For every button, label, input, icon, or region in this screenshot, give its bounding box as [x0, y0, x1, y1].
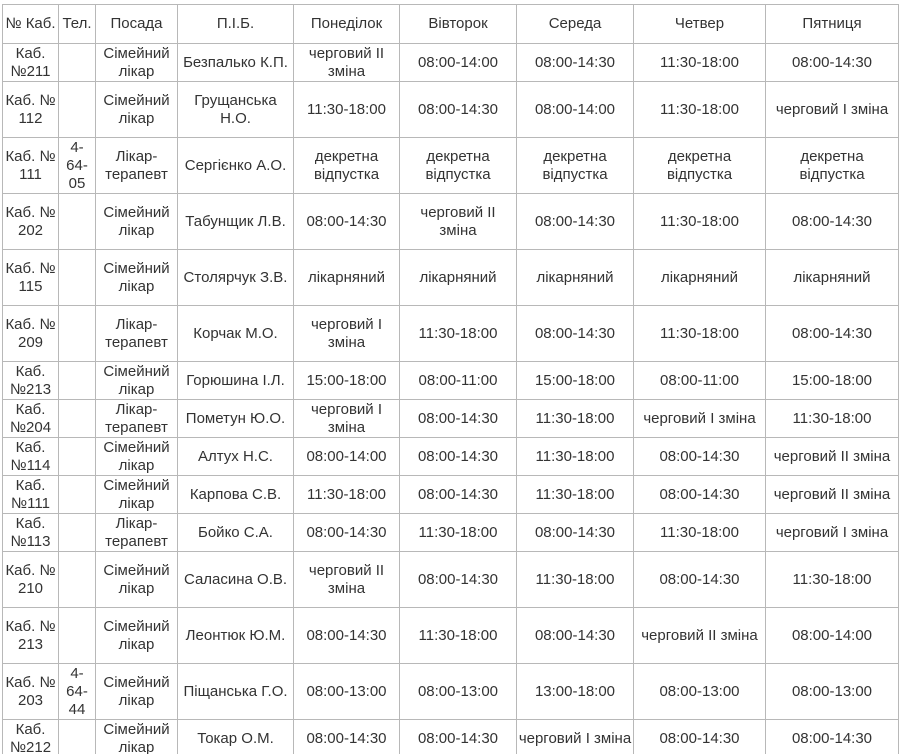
cabinet-cell: Каб. № 111 — [3, 138, 59, 194]
table-row — [3, 608, 899, 664]
position-cell: Сімейний лікар — [96, 82, 178, 138]
header-phone: Тел. — [59, 5, 96, 44]
thursday-cell: 08:00-14:30 — [634, 720, 766, 754]
friday-cell: 15:00-18:00 — [766, 362, 899, 400]
wednesday-cell: черговий І зміна — [517, 720, 634, 754]
phone-cell — [59, 438, 96, 476]
cabinet-cell: Каб. №213 — [3, 362, 59, 400]
position-cell: Сімейний лікар — [96, 476, 178, 514]
position-cell: Сімейний лікар — [96, 664, 178, 720]
tuesday-cell: 11:30-18:00 — [400, 306, 517, 362]
cabinet-cell: Каб. №211 — [3, 44, 59, 82]
phone-cell — [59, 250, 96, 306]
position-cell: Сімейний лікар — [96, 44, 178, 82]
cabinet-cell: Каб. №111 — [3, 476, 59, 514]
wednesday-cell: 15:00-18:00 — [517, 362, 634, 400]
table-row — [3, 44, 899, 82]
cabinet-cell: Каб. № 209 — [3, 306, 59, 362]
cabinet-cell: Каб. №113 — [3, 514, 59, 552]
table-row — [3, 720, 899, 754]
tuesday-cell: 08:00-14:30 — [400, 82, 517, 138]
table-row — [3, 664, 899, 720]
header-name: П.І.Б. — [178, 5, 294, 44]
monday-cell: черговий ІІ зміна — [294, 552, 400, 608]
friday-cell: 11:30-18:00 — [766, 552, 899, 608]
monday-cell: лікарняний — [294, 250, 400, 306]
cabinet-cell: Каб. №204 — [3, 400, 59, 438]
monday-cell: декретна відпустка — [294, 138, 400, 194]
phone-cell: 4-64-44 — [59, 664, 96, 720]
monday-cell: 08:00-14:30 — [294, 608, 400, 664]
tuesday-cell: 08:00-11:00 — [400, 362, 517, 400]
monday-cell: 08:00-14:30 — [294, 514, 400, 552]
header-wednesday: Середа — [517, 5, 634, 44]
tuesday-cell: 11:30-18:00 — [400, 608, 517, 664]
name-cell: Грущанська Н.О. — [178, 82, 294, 138]
name-cell: Сергієнко А.О. — [178, 138, 294, 194]
table-row — [3, 400, 899, 438]
position-cell: Лікар-терапевт — [96, 138, 178, 194]
position-cell: Сімейний лікар — [96, 438, 178, 476]
header-friday: Пятниця — [766, 5, 899, 44]
name-cell: Пометун Ю.О. — [178, 400, 294, 438]
wednesday-cell: 08:00-14:30 — [517, 608, 634, 664]
thursday-cell: 11:30-18:00 — [634, 82, 766, 138]
position-cell: Лікар-терапевт — [96, 306, 178, 362]
wednesday-cell: 11:30-18:00 — [517, 400, 634, 438]
friday-cell: черговий ІІ зміна — [766, 438, 899, 476]
cabinet-cell: Каб. № 210 — [3, 552, 59, 608]
friday-cell: 08:00-14:30 — [766, 306, 899, 362]
monday-cell: 08:00-14:00 — [294, 438, 400, 476]
tuesday-cell: 08:00-14:30 — [400, 552, 517, 608]
monday-cell: 11:30-18:00 — [294, 82, 400, 138]
friday-cell: 11:30-18:00 — [766, 400, 899, 438]
wednesday-cell: 13:00-18:00 — [517, 664, 634, 720]
phone-cell — [59, 362, 96, 400]
tuesday-cell: 08:00-14:30 — [400, 476, 517, 514]
friday-cell: 08:00-13:00 — [766, 664, 899, 720]
schedule-table — [2, 4, 899, 754]
name-cell: Алтух Н.С. — [178, 438, 294, 476]
position-cell: Сімейний лікар — [96, 194, 178, 250]
friday-cell: 08:00-14:30 — [766, 194, 899, 250]
phone-cell — [59, 306, 96, 362]
header-position: Посада — [96, 5, 178, 44]
position-cell: Лікар-терапевт — [96, 514, 178, 552]
header-row — [3, 5, 899, 44]
thursday-cell: 11:30-18:00 — [634, 44, 766, 82]
thursday-cell: декретна відпустка — [634, 138, 766, 194]
phone-cell — [59, 552, 96, 608]
monday-cell: 11:30-18:00 — [294, 476, 400, 514]
monday-cell: 08:00-13:00 — [294, 664, 400, 720]
friday-cell: черговий І зміна — [766, 514, 899, 552]
phone-cell — [59, 44, 96, 82]
cabinet-cell: Каб. № 115 — [3, 250, 59, 306]
phone-cell — [59, 400, 96, 438]
name-cell: Саласина О.В. — [178, 552, 294, 608]
phone-cell — [59, 82, 96, 138]
monday-cell: 08:00-14:30 — [294, 194, 400, 250]
tuesday-cell: 08:00-13:00 — [400, 664, 517, 720]
monday-cell: черговий ІІ зміна — [294, 44, 400, 82]
tuesday-cell: черговий ІІ зміна — [400, 194, 517, 250]
name-cell: Бойко С.А. — [178, 514, 294, 552]
name-cell: Леонтюк Ю.М. — [178, 608, 294, 664]
wednesday-cell: декретна відпустка — [517, 138, 634, 194]
schedule-body — [3, 44, 899, 754]
phone-cell: 4-64-05 — [59, 138, 96, 194]
tuesday-cell: декретна відпустка — [400, 138, 517, 194]
name-cell: Піщанська Г.О. — [178, 664, 294, 720]
position-cell: Сімейний лікар — [96, 362, 178, 400]
tuesday-cell: лікарняний — [400, 250, 517, 306]
monday-cell: 08:00-14:30 — [294, 720, 400, 754]
friday-cell: 08:00-14:30 — [766, 44, 899, 82]
thursday-cell: 11:30-18:00 — [634, 514, 766, 552]
friday-cell: 08:00-14:30 — [766, 720, 899, 754]
table-row — [3, 82, 899, 138]
thursday-cell: лікарняний — [634, 250, 766, 306]
thursday-cell: 08:00-13:00 — [634, 664, 766, 720]
monday-cell: черговий І зміна — [294, 400, 400, 438]
header-monday: Понеділок — [294, 5, 400, 44]
friday-cell: 08:00-14:00 — [766, 608, 899, 664]
thursday-cell: 08:00-14:30 — [634, 438, 766, 476]
table-row — [3, 552, 899, 608]
thursday-cell: черговий ІІ зміна — [634, 608, 766, 664]
cabinet-cell: Каб. № 203 — [3, 664, 59, 720]
friday-cell: черговий І зміна — [766, 82, 899, 138]
wednesday-cell: 08:00-14:00 — [517, 82, 634, 138]
cabinet-cell: Каб. №212 — [3, 720, 59, 754]
table-row — [3, 362, 899, 400]
header-cabinet: № Каб. — [3, 5, 59, 44]
friday-cell: декретна відпустка — [766, 138, 899, 194]
cabinet-cell: Каб. № 202 — [3, 194, 59, 250]
name-cell: Столярчук З.В. — [178, 250, 294, 306]
wednesday-cell: 08:00-14:30 — [517, 306, 634, 362]
tuesday-cell: 08:00-14:00 — [400, 44, 517, 82]
position-cell: Сімейний лікар — [96, 552, 178, 608]
thursday-cell: 08:00-11:00 — [634, 362, 766, 400]
table-row — [3, 138, 899, 194]
wednesday-cell: 08:00-14:30 — [517, 44, 634, 82]
name-cell: Токар О.М. — [178, 720, 294, 754]
friday-cell: лікарняний — [766, 250, 899, 306]
cabinet-cell: Каб. № 112 — [3, 82, 59, 138]
position-cell: Лікар-терапевт — [96, 400, 178, 438]
wednesday-cell: лікарняний — [517, 250, 634, 306]
friday-cell: черговий ІІ зміна — [766, 476, 899, 514]
tuesday-cell: 08:00-14:30 — [400, 720, 517, 754]
thursday-cell: 08:00-14:30 — [634, 552, 766, 608]
table-row — [3, 250, 899, 306]
tuesday-cell: 11:30-18:00 — [400, 514, 517, 552]
table-row — [3, 306, 899, 362]
header-thursday: Четвер — [634, 5, 766, 44]
thursday-cell: 11:30-18:00 — [634, 194, 766, 250]
monday-cell: 15:00-18:00 — [294, 362, 400, 400]
name-cell: Горюшина І.Л. — [178, 362, 294, 400]
table-row — [3, 194, 899, 250]
position-cell: Сімейний лікар — [96, 720, 178, 754]
phone-cell — [59, 720, 96, 754]
thursday-cell: черговий І зміна — [634, 400, 766, 438]
cabinet-cell: Каб. №114 — [3, 438, 59, 476]
tuesday-cell: 08:00-14:30 — [400, 400, 517, 438]
phone-cell — [59, 514, 96, 552]
wednesday-cell: 11:30-18:00 — [517, 552, 634, 608]
phone-cell — [59, 608, 96, 664]
name-cell: Корчак М.О. — [178, 306, 294, 362]
cabinet-cell: Каб. № 213 — [3, 608, 59, 664]
table-row — [3, 514, 899, 552]
position-cell: Сімейний лікар — [96, 250, 178, 306]
wednesday-cell: 08:00-14:30 — [517, 194, 634, 250]
phone-cell — [59, 194, 96, 250]
table-row — [3, 476, 899, 514]
monday-cell: черговий І зміна — [294, 306, 400, 362]
wednesday-cell: 11:30-18:00 — [517, 476, 634, 514]
thursday-cell: 11:30-18:00 — [634, 306, 766, 362]
wednesday-cell: 11:30-18:00 — [517, 438, 634, 476]
table-row — [3, 438, 899, 476]
thursday-cell: 08:00-14:30 — [634, 476, 766, 514]
name-cell: Карпова С.В. — [178, 476, 294, 514]
position-cell: Сімейний лікар — [96, 608, 178, 664]
header-tuesday: Вівторок — [400, 5, 517, 44]
name-cell: Безпалько К.П. — [178, 44, 294, 82]
tuesday-cell: 08:00-14:30 — [400, 438, 517, 476]
name-cell: Табунщик Л.В. — [178, 194, 294, 250]
wednesday-cell: 08:00-14:30 — [517, 514, 634, 552]
phone-cell — [59, 476, 96, 514]
